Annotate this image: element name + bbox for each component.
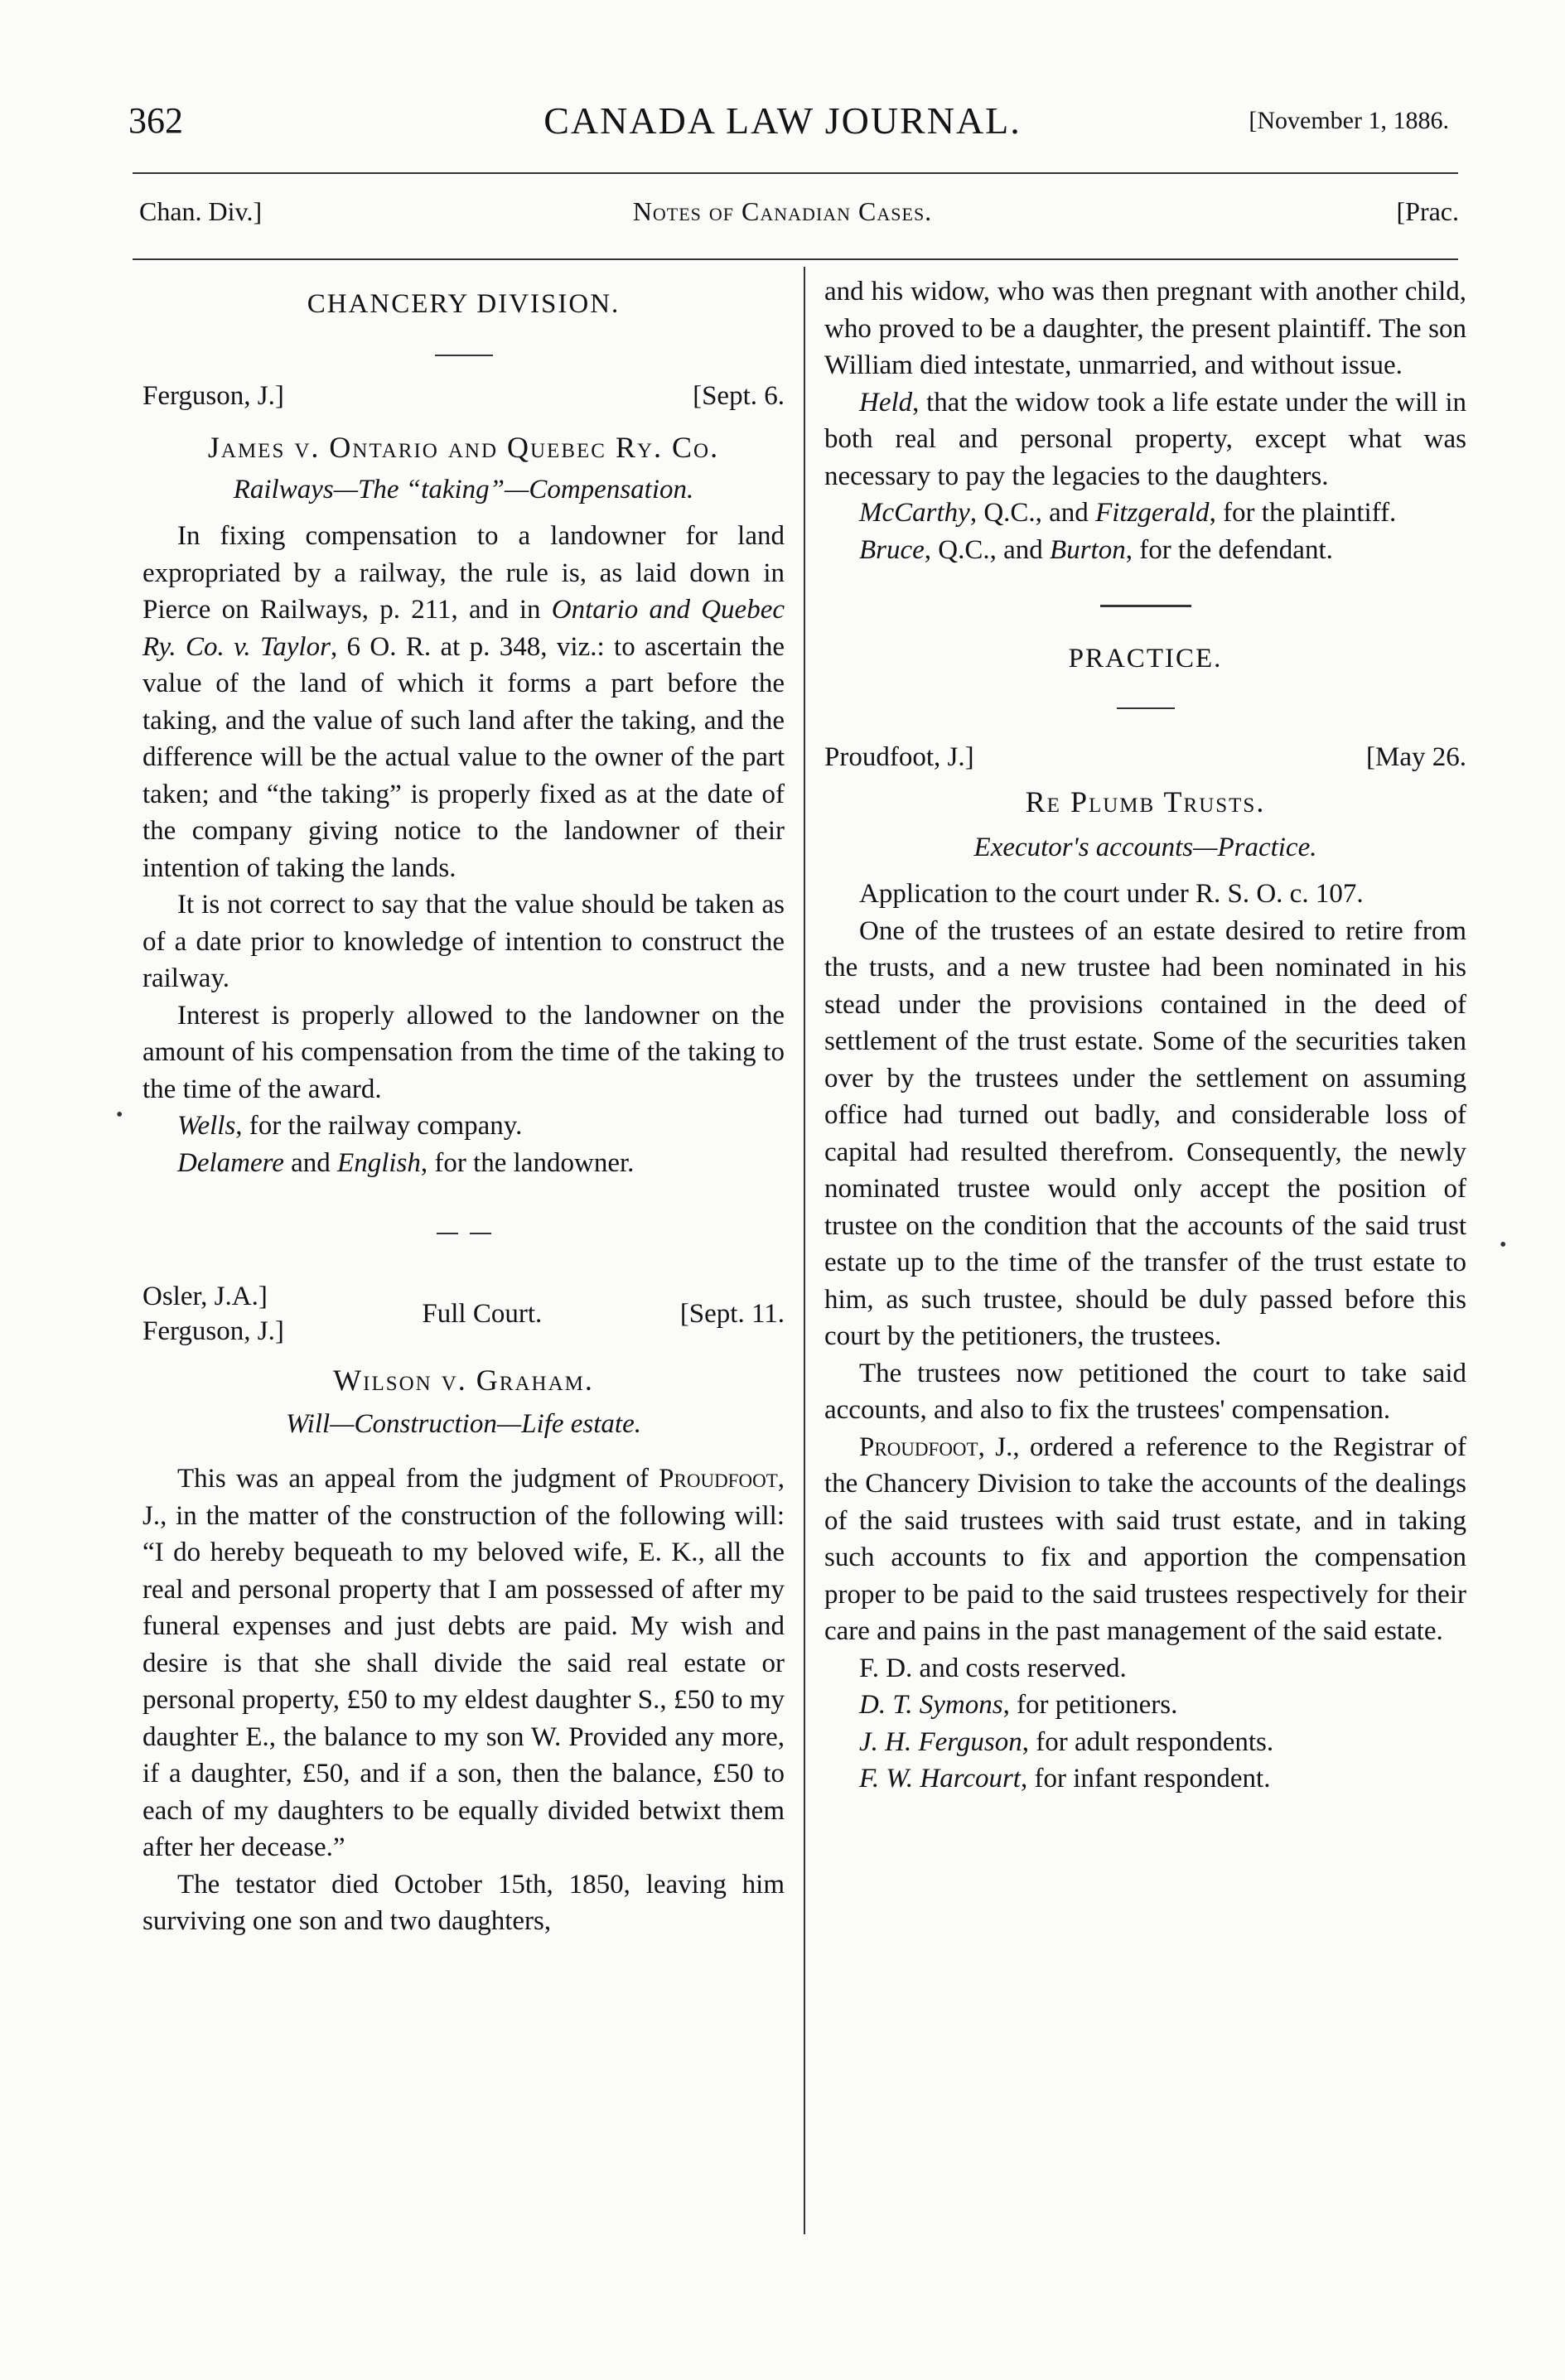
journal-title: CANADA LAW JOURNAL. — [543, 99, 1022, 142]
paragraph: The testator died October 15th, 1850, leaving him surviving one son and two daughters, — [142, 1869, 785, 1936]
paragraph: Proudfoot, J., ordered a reference to the Registrar of the Chancery Division to take the accounts of the dealings of the said trustees with said trust estate, and in taking such accounts to fix and apportion the compensation proper to be paid to the said trustees respectively for their care and pains in the past management of the said estate. — [824, 1431, 1466, 1646]
decision-date: [Sept. 6. — [693, 380, 785, 411]
paragraph: This was an appeal from the judgment of Proudfoot, J., in the matter of the construction of the following will: “I do hereby bequeath to my beloved wife, E. K., all the real and personal property that I am possessed of after my funeral expenses and just debts are paid. My wish and desire is that she shall divide the said real estate or personal property, £50 to my eldest daughter S., £50 to my daughter E., the balance to my son W. Provided any more, if a daughter, £50, and if a son, then the balance, £50 to each of my daughters to be equally divided betwixt them after her decease.” — [142, 1464, 785, 1862]
bench-line — [142, 1279, 785, 1349]
paragraph: One of the trustees of an estate desired to retire from the trusts, and a new trustee had been nominated in his stead under the provisions contained in the deed of settlement of the trust estate. Some of the securities taken over by the trustees under the settlement on assuming office had turned out badly, and considerable loss of capital had resulted therefrom. Consequently, the newly nominated trustee would only accept the position of trustee on the condition that the accounts of the said trust estate up to the time of the transfer of the trust estate to him, as such trustee, should be duly passed before this court by the petitioners, the trustees. — [824, 915, 1466, 1351]
counsel-line: Wells, for the railway company. — [177, 1111, 523, 1141]
decision-date: [Sept. 11. — [679, 1298, 785, 1329]
section-rule — [1100, 605, 1191, 607]
column-divider — [804, 267, 805, 2234]
counsel-line: Bruce, Q.C., and Burton, for the defendant. — [859, 534, 1333, 565]
counsel-line: F. W. Harcourt, for infant respondent. — [859, 1764, 1271, 1793]
judge-name: Proudfoot, J.] — [824, 741, 974, 772]
paragraph: The trustees now petitioned the court to take said accounts, and also to fix the trustees' compensation. — [824, 1358, 1466, 1425]
paragraph: Held, that the widow took a life estate under the will in both real and personal property, except what was necessary to pay the legacies to the daughters. — [824, 387, 1466, 491]
scan-speck: • — [1500, 1234, 1507, 1256]
division-heading: CHANCERY DIVISION. — [307, 289, 621, 319]
paragraph: Interest is properly allowed to the landowner on the amount of his compensation from the time of the taking to the time of the award. — [142, 1000, 785, 1104]
decision-date: [May 26. — [1366, 741, 1466, 772]
court-name: Full Court. — [422, 1298, 543, 1329]
left-column — [142, 286, 785, 1940]
case-judge-line — [142, 378, 785, 415]
bench-judges — [142, 1279, 284, 1349]
counsel-line: J. H. Ferguson, for adult respondents. — [859, 1726, 1274, 1757]
section-left: Chan. Div.] — [139, 196, 263, 226]
catchwords: Will—Construction—Life estate. — [285, 1408, 642, 1439]
scan-speck: • — [116, 1104, 123, 1126]
paragraph: and his widow, who was then pregnant with another child, who proved to be a daughter, the present plaintiff. The son William died intestate, unmarried, and without issue. — [824, 277, 1466, 380]
counsel-line: D. T. Symons, for petitioners. — [859, 1690, 1178, 1720]
section-title: Notes of Canadian Cases. — [632, 196, 933, 226]
subheader-rule — [133, 258, 1458, 260]
judge-name: Ferguson, J.] — [142, 380, 284, 411]
catchwords: Executor's accounts—Practice. — [973, 832, 1317, 862]
paragraph: It is not correct to say that the value should be taken as of a date prior to knowledge of intention to construct the railway. — [142, 890, 785, 993]
page-number: 362 — [128, 100, 183, 141]
case-title: James v. Ontario and Quebec Ry. Co. — [207, 431, 720, 464]
issue-date: [November 1, 1886. — [1249, 107, 1449, 134]
case-title: Re Plumb Trusts. — [1025, 785, 1266, 818]
section-separator — [142, 1233, 785, 1234]
judge-name: Ferguson, J.] — [142, 1316, 284, 1346]
paragraph: Application to the court under R. S. O. c. 107. — [859, 879, 1364, 909]
case-title: Wilson v. Graham. — [333, 1364, 594, 1397]
case-judge-line — [824, 739, 1466, 776]
right-column — [824, 273, 1466, 1798]
costs-line: F. D. and costs reserved. — [859, 1653, 1127, 1683]
section-right: [Prac. — [1396, 196, 1459, 226]
header-rule — [133, 172, 1458, 174]
practice-heading: PRACTICE. — [1068, 644, 1223, 673]
judge-name: Osler, J.A.] — [142, 1282, 268, 1311]
counsel-line: Delamere and English, for the landowner. — [177, 1147, 635, 1178]
short-rule — [1117, 707, 1175, 709]
counsel-line: McCarthy, Q.C., and Fitzgerald, for the plaintiff. — [859, 498, 1397, 528]
short-rule — [435, 355, 493, 356]
catchwords: Railways—The “taking”—Compensation. — [233, 474, 694, 504]
paragraph: In fixing compensation to a landowner for land expropriated by a railway, the rule is, as laid down in Pierce on Railways, p. 211, and in Ontario and Quebec Ry. Co. v. Taylor, 6 O. R. at p. 348, viz.: to ascertain the value of the land of which it forms a part before the taking, and the value of such land after the taking, and the difference will be the actual value to the owner of the part taken; and “the taking” is properly fixed as at the date of the company giving notice to the landowner of their intention of taking the lands. — [142, 521, 785, 883]
